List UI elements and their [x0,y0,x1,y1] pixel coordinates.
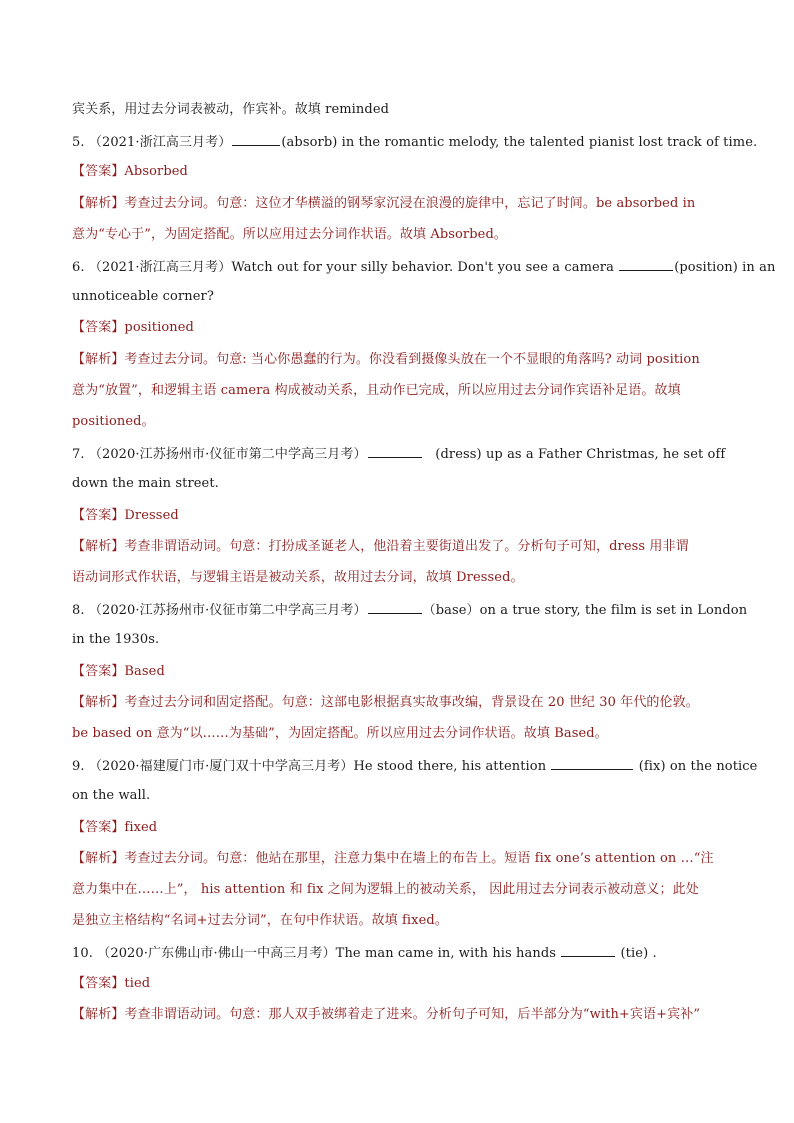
question-number: 7. [72,447,85,462]
question-text: in the 1930s. [72,632,160,647]
explanation-7-cont [72,568,732,588]
question-source: （2021·浙江高三月考） [88,260,232,275]
answer-value: tied [124,976,151,991]
explanation-text: 考查过去分词。句意：他站在那里，注意力集中在墙上的布告上。短语 fix one’s attention on …“注 [124,851,714,866]
explanation-text: 是独立主格结构“名词+过去分词”，在句中作状语。故填 fixed。 [72,913,448,928]
question-source: （2020·福建厦门市·厦门双十中学高三月考） [88,759,354,774]
explanation-8 [72,693,732,713]
question-source: （2021·浙江高三月考） [88,135,232,150]
answer-8 [72,662,732,682]
explanation-9-cont [72,880,732,900]
explanation-tag: 【解析】 [72,695,125,710]
explanation-9-cont2 [72,911,732,931]
answer-value: Dressed [124,508,179,523]
question-text: (absorb) in the romantic melody, the talented pianist lost track of time. [281,135,758,150]
question-5 [72,131,758,153]
question-7 [72,443,732,465]
answer-blank[interactable] [561,942,615,957]
explanation-text: 考查过去分词。句意: 当心你愚蠢的行为。你没看到摄像头放在一个不显眼的角落吗? 动词 position [124,352,700,367]
answer-tag: 【答案】 [72,664,125,679]
answer-tag: 【答案】 [72,164,125,179]
question-7-cont [72,474,732,494]
question-number: 10. [72,946,93,961]
answer-7 [72,506,732,526]
explanation-text: 考查过去分词。句意：这位才华横溢的钢琴家沉浸在浪漫的旋律中，忘记了时间。be absorbed in [124,196,696,211]
explanation-6-cont2 [72,412,732,432]
answer-value: Based [124,664,165,679]
question-text: unnoticeable corner? [72,289,214,304]
explanation-tag: 【解析】 [72,1007,125,1022]
explanation-5-cont [72,225,732,245]
question-number: 8. [72,603,85,618]
explanation-text: 意力集中在……上”， his attention 和 fix 之间为逻辑上的被动关系， 因此用过去分词表示被动意义；此处 [72,882,699,897]
question-text: (fix) on the notice [638,759,758,774]
answer-value: Absorbed [124,164,188,179]
explanation-5 [72,194,732,214]
question-6-cont [72,287,732,307]
question-text: (position) in an [674,260,776,275]
question-9-cont [72,786,732,806]
explanation-10 [72,1005,732,1025]
explanation-text: 考查过去分词和固定搭配。句意：这部电影根据真实故事改编，背景设在 20 世纪 30 年代的伦敦。 [124,695,699,710]
answer-tag: 【答案】 [72,320,125,335]
answer-9 [72,818,732,838]
explanation-text: 语动词形式作状语，与逻辑主语是被动关系，故用过去分词，故填 Dressed。 [72,570,524,585]
question-text: He stood there, his attention [353,759,547,774]
answer-blank[interactable] [551,755,633,770]
question-text: (dress) up as a Father Christmas, he set off [435,447,726,462]
answer-10 [72,974,732,994]
answer-value: fixed [124,820,158,835]
question-source: （2020·广东佛山市·佛山一中高三月考） [97,946,336,961]
explanation-text: 考查非谓语动词。句意：打扮成圣诞老人，他沿着主要街道出发了。分析句子可知，dress 用非谓 [124,539,689,554]
question-text: The man came in, with his hands [335,946,557,961]
answer-blank[interactable] [232,131,280,146]
answer-tag: 【答案】 [72,820,125,835]
explanation-6 [72,350,732,370]
question-text: （base）on a true story, the film is set in London [422,603,748,618]
explanation-tag: 【解析】 [72,539,125,554]
answer-blank[interactable] [368,599,422,614]
explanation-8-cont [72,724,732,744]
explanation-6-cont [72,381,732,401]
question-number: 5. [72,135,85,150]
explanation-7 [72,537,732,557]
explanation-text: 考查非谓语动词。句意：那人双手被绑着走了进来。分析句子可知，后半部分为“with+宾语+宾补” [124,1007,701,1022]
explanation-text: 意为“专心于”，为固定搭配。所以应用过去分词作状语。故填 Absorbed。 [72,227,507,242]
explanation-text: positioned。 [72,414,155,429]
answer-tag: 【答案】 [72,508,125,523]
question-number: 9. [72,759,85,774]
question-text: Watch out for your silly behavior. Don't you see a camera [231,260,614,275]
answer-tag: 【答案】 [72,976,125,991]
explanation-text: be based on 意为“以……为基础”，为固定搭配。所以应用过去分词作状语。故填 Based。 [72,726,608,741]
question-10 [72,942,732,964]
answer-5 [72,162,732,182]
question-number: 6. [72,260,85,275]
question-6 [72,256,776,278]
explanation-text: 意为“放置”，和逻辑主语 camera 构成被动关系，且动作已完成，所以应用过去分词作宾语补足语。故填 [72,383,681,398]
question-text: on the wall. [72,788,151,803]
continuation-line [72,100,732,120]
answer-6 [72,318,732,338]
question-8-cont [72,630,732,650]
answer-value: positioned [124,320,194,335]
continuation-text: 宾关系，用过去分词表被动，作宾补。故填 reminded [72,102,390,117]
question-8 [72,599,748,621]
explanation-9 [72,849,732,869]
question-text: (tie) . [620,946,657,961]
explanation-tag: 【解析】 [72,196,125,211]
question-source: （2020·江苏扬州市·仪征市第二中学高三月考） [88,447,367,462]
question-9 [72,755,758,777]
explanation-tag: 【解析】 [72,352,125,367]
explanation-tag: 【解析】 [72,851,125,866]
answer-blank[interactable] [619,256,673,271]
question-source: （2020·江苏扬州市·仪征市第二中学高三月考） [88,603,367,618]
answer-blank[interactable] [368,443,422,458]
question-text: down the main street. [72,476,219,491]
